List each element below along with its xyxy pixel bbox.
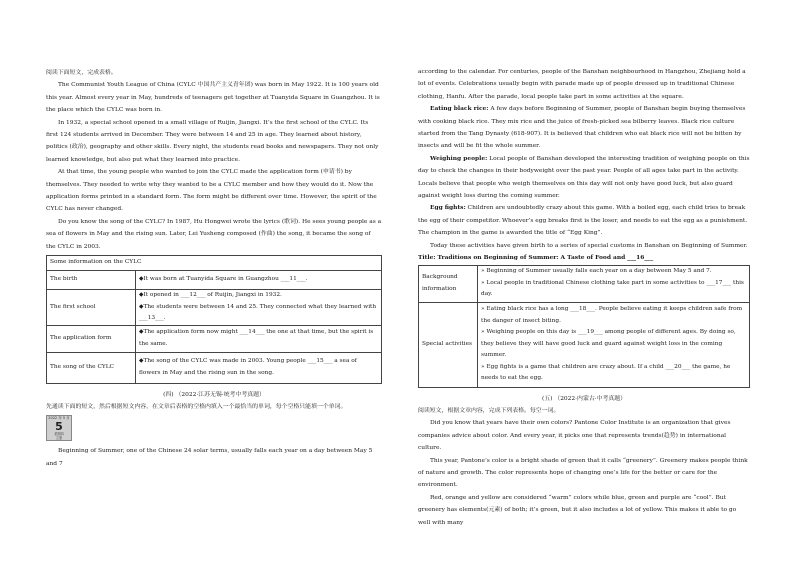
paragraph-lead: Eating black rice: — [430, 105, 489, 113]
row-line: » Beginning of Summer usually falls each year on a day between May 5 and 7. — [481, 268, 712, 275]
paragraph-text: A few days before Beginning of Summer, people of Banshan begin buying themselves with cooking black rice. They mix rice and the juice of fresh-picked sea bilberry leaves. Black rice culture started from the Tang Dynasty (618-907). It is believed that children who eat black rice will not be bitten by insects and will be fit the whole summer. — [418, 106, 746, 150]
row-content — [478, 302, 750, 387]
calendar-term: 立夏 — [55, 436, 63, 441]
table-row — [47, 325, 382, 352]
table-row — [419, 265, 750, 302]
row-content: ◆The song of the CYLC was made in 2003. Young people ___15___ a sea of flowers in May and the rising sun in the song. — [136, 352, 382, 383]
row-label: The application form — [47, 325, 136, 352]
row-label: Background information — [419, 265, 478, 302]
table-header: Some information on the CYLC — [47, 256, 382, 271]
table-row — [47, 290, 382, 326]
paragraph: Today these activities have given birth to a series of special customs in Banshan on Beginning of Summer. — [430, 242, 748, 249]
paragraph-text: Children are undoubtedly crazy about this game. With a boiled egg, each child tries to break the egg of their competitor. Whoever’s egg breaks first is the loser, and needs to eat the egg as a punishment. The champion in the game is awarded the title of “Egg King”. — [418, 205, 748, 237]
paragraph-lead: Weighing people: — [430, 154, 488, 162]
row-label: The first school — [47, 290, 136, 326]
row-line: » Weighing people on this day is ___19___ among people of different ages. By doing so, they believe they will have good luck and guard against weight loss in the coming summer. — [481, 329, 736, 359]
section-instruction: 先通读下面的短文，然后根据短文内容，在文章后表格的空格内填入一个最恰当的单词，每个空格只能填一个单词。 — [46, 404, 347, 410]
section-title: (五) （2022·内蒙古·中考真题） — [541, 395, 627, 402]
row-line: ◆The students were between 14 and 25. They connected what they learned with ___13___. — [139, 303, 377, 322]
section-instruction: 阅读短文，根据文章内容，完成下列表格。每空一词。 — [418, 407, 560, 414]
paragraph — [418, 153, 750, 203]
paragraph: The Communist Youth League of China (CYLC 中国共产主义青年团) was born in May 1922. It is 100 years old this year. Almost every year in May, hundreds of teenagers get together at Tuanyida Square in Guangzhou. It is the place which the CYLC was born in. — [46, 82, 380, 114]
paragraph-text: Local people of Banshan developed the interesting tradition of weighing people on this day to check the changes in their bodyweight over the past year. People of all ages take part in the activity. Locals believe that people who weigh themselves on this day will not only have good luck, but also guard against weight loss during the coming summer. — [418, 155, 750, 200]
paragraph: Do you know the song of the CYLC? In 1987, Hu Hongwei wrote the lyrics (歌词). He sees young people as a sea of flowers in May and the rising sun. Later, Lei Yusheng composed (作曲) the song, it became the song of the CYLC in 2003. — [46, 218, 382, 250]
right-column — [418, 0, 750, 529]
paragraph: Red, orange and yellow are considered “warm” colors while blue, green and purple are “cool”. But greenery has elements(元素) of both; it’s green, but it also includes a lot of yellow. This makes it able to go well with many — [418, 494, 737, 526]
section-title: (四) （2022·江苏无锡·统考中考真题） — [163, 391, 265, 398]
paragraph — [418, 202, 750, 239]
paragraph: This year, Pantone’s color is a bright shade of green that it calls “greenery”. Greenery makes people think of nature and growth. The color represents hope of changing one’s life for the better or care for the environment. — [418, 457, 748, 489]
paragraph: In 1932, a special school opened in a small village of Ruijin, Jiangxi. It’s the first school of the CYLC. Its first 124 students arrived in December. They were between 14 and 25 in age. They learned about history, politics (政治), geography and other skills. Every night, the students read books and newspapers. They not only learned knowledge, but also put what they learned into practice. — [46, 119, 379, 163]
paragraph: according to the calendar. For centuries, people of the Banshan neighbourhood in Hangzhou, Zhejiang hold a lot of events. Celebrations usually begin with parade made up of people dressed up in traditional Chinese clothing, Hanfu. After the parade, local people take part in some activities at the square. — [418, 69, 746, 100]
row-line: » Eating black rice has a long ___18___. People believe eating it keeps children safe from the danger of insect biting. — [481, 306, 743, 324]
row-label: The birth — [47, 271, 136, 290]
left-column — [46, 0, 382, 470]
table-row — [47, 352, 382, 383]
table-row — [419, 302, 750, 387]
row-label: The song of the CYLC — [47, 352, 136, 383]
row-line: » Local people in traditional Chinese clothing take part in some activities to ___17___ this day. — [481, 279, 744, 298]
calendar-month: 2022 年 5 月 — [48, 416, 70, 421]
paragraph: Did you know that years have their own colors? Pantone Color Institute is an organization that gives companies advice about color. And every year, it picks one that represents trends(趋势) in international culture. — [418, 420, 731, 452]
row-content: ◆It was born at Tuanyida Square in Guangzhou ___11___. — [136, 271, 382, 290]
row-content — [136, 290, 382, 326]
paragraph: Beginning of Summer, one of the Chinese 24 solar terms, usually falls each year on a day between May 5 and 7 — [46, 448, 373, 467]
paragraph-lead: Egg fights: — [430, 204, 466, 212]
instruction: 阅读下面短文，完成表格。 — [46, 70, 117, 76]
calendar-image — [46, 415, 72, 441]
row-line: » Egg fights is a game that children are crazy about. If a child ___20___ the game, he needs to eat the egg. — [481, 363, 731, 382]
cylc-table — [46, 255, 382, 384]
paragraph: At that time, the young people who wanted to join the CYLC made the application form (申请书) by themselves. They needed to write why they wanted to be a CYLC member and how they would do it. Now the application forms printed in a standard form. The form might be different over time. However, the spirit of the CYLC has never changed. — [46, 169, 377, 213]
paragraph — [418, 103, 750, 153]
row-label: Special activities — [419, 302, 478, 387]
row-line: ◆It opened in ___12___ of Ruijin, Jiangxi in 1932. — [139, 292, 282, 299]
calendar-day: 5 — [55, 420, 63, 434]
table-title: Title: Traditions on Beginning of Summer: A Taste of Food and ___16___ — [418, 254, 654, 262]
summer-table — [418, 265, 750, 388]
table-row — [47, 271, 382, 290]
row-content — [478, 265, 750, 302]
row-content: ◆The application form now might ___14___ the one at that time, but the spirit is the same. — [136, 325, 382, 352]
calendar-weekday: 星期四 — [54, 432, 64, 437]
